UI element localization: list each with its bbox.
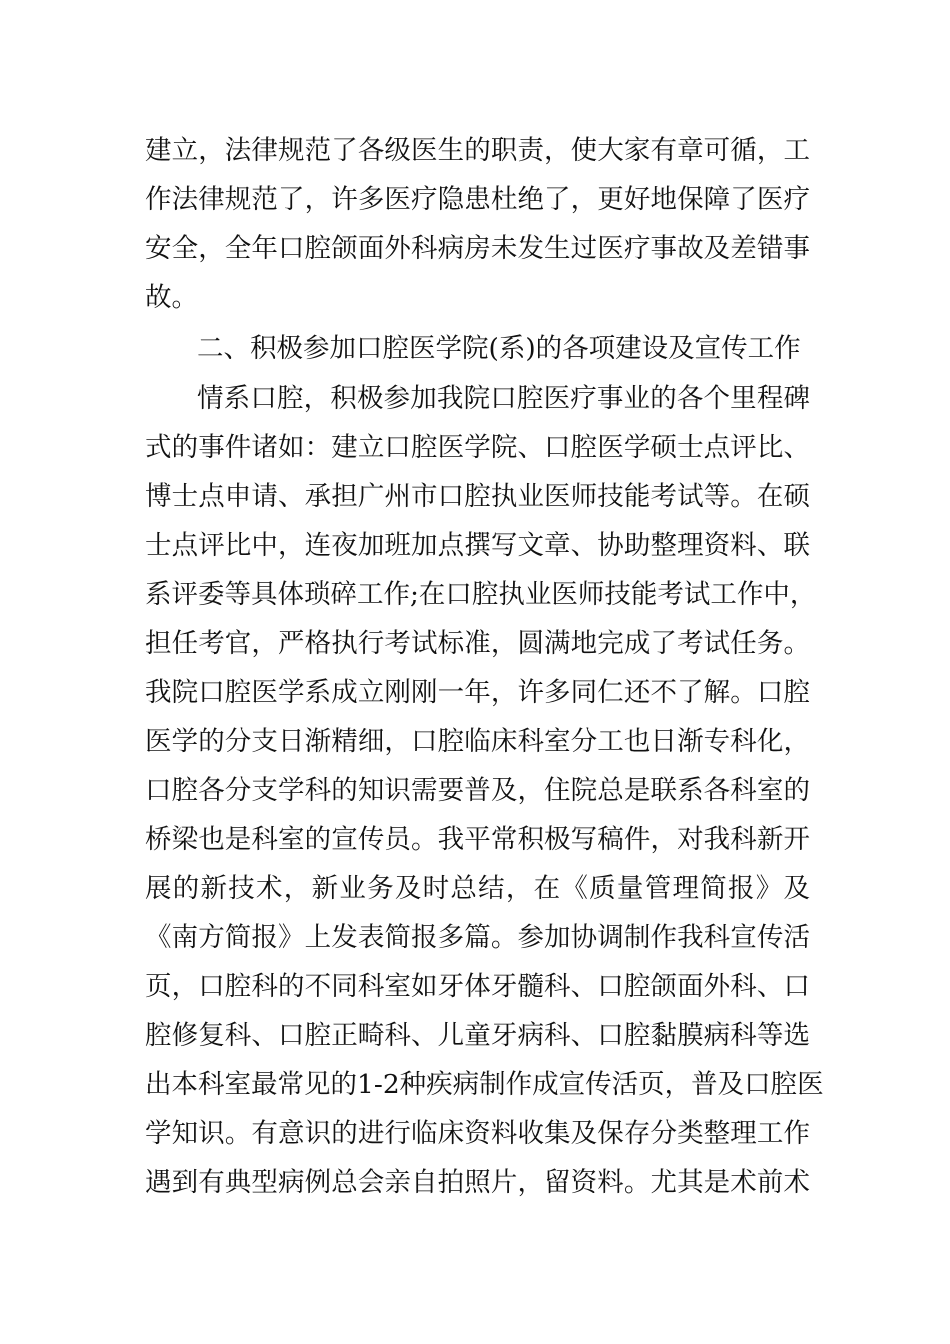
paragraph-line: 口腔各分支学科的知识需要普及，住院总是联系各科室的 [145, 775, 810, 806]
paragraph-line: 医学的分支日渐精细，口腔临床科室分工也日渐专科化， [145, 726, 810, 757]
paragraph-line: 担任考官，严格执行考试标准，圆满地完成了考试任务。 [145, 628, 810, 659]
paragraph-line: 腔修复科、口腔正畸科、儿童牙病科、口腔黏膜病科等选 [145, 1020, 810, 1051]
section-heading: 二、积极参加口腔医学院(系)的各项建设及宣传工作 [197, 333, 801, 364]
paragraph-line: 故。 [145, 282, 198, 313]
paragraph-line: 《南方简报》上发表简报多篇。参加协调制作我科宣传活 [145, 922, 810, 953]
paragraph-line: 系评委等具体琐碎工作;在口腔执业医师技能考试工作中， [145, 579, 817, 610]
paragraph-line: 安全，全年口腔颌面外科病房未发生过医疗事故及差错事 [145, 233, 810, 264]
paragraph-line: 遇到有典型病例总会亲自拍照片，留资料。尤其是术前术 [145, 1167, 810, 1198]
paragraph-line: 桥梁也是科室的宣传员。我平常积极写稿件，对我科新开 [145, 824, 810, 855]
paragraph-line: 士点评比中，连夜加班加点撰写文章、协助整理资料、联 [145, 530, 810, 561]
paragraph-line: 博士点申请、承担广州市口腔执业医师技能考试等。在硕 [145, 481, 810, 512]
paragraph-line: 式的事件诸如：建立口腔医学院、口腔医学硕士点评比、 [145, 432, 810, 463]
paragraph-line: 出本科室最常见的1-2种疾病制作成宣传活页，普及口腔医 [145, 1069, 824, 1100]
paragraph-line: 情系口腔，积极参加我院口腔医疗事业的各个里程碑 [197, 383, 810, 414]
paragraph-line: 页，口腔科的不同科室如牙体牙髓科、口腔颌面外科、口 [145, 971, 810, 1002]
paragraph-line: 我院口腔医学系成立刚刚一年，许多同仁还不了解。口腔 [145, 677, 810, 708]
paragraph-line: 学知识。有意识的进行临床资料收集及保存分类整理工作 [145, 1118, 810, 1149]
paragraph-line: 展的新技术，新业务及时总结，在《质量管理简报》及 [145, 873, 810, 904]
paragraph-line: 作法律规范了，许多医疗隐患杜绝了，更好地保障了医疗 [145, 184, 810, 215]
paragraph-line: 建立，法律规范了各级医生的职责，使大家有章可循，工 [145, 135, 810, 166]
